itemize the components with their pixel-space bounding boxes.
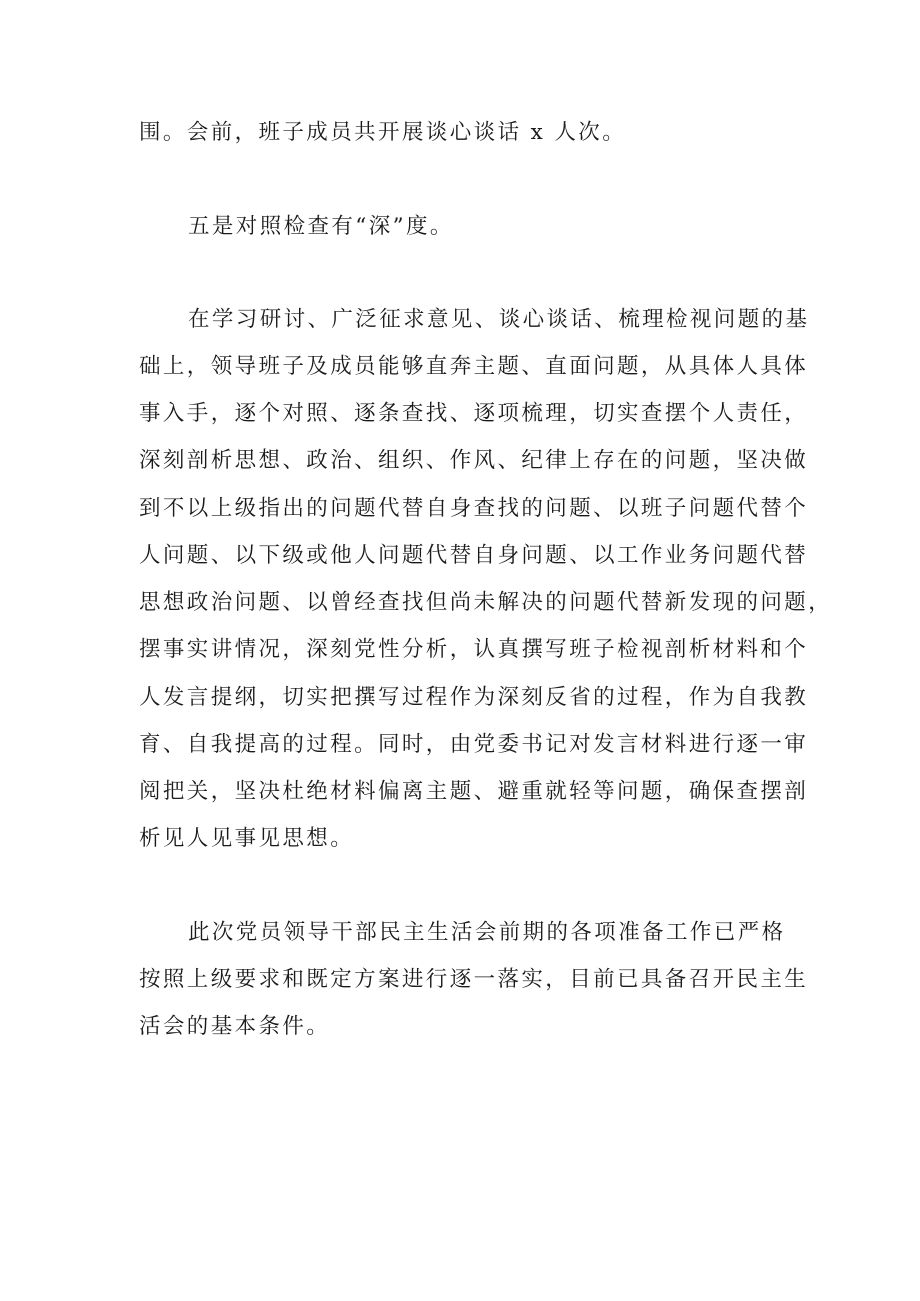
paragraph-line: 到不以上级指出的问题代替自身查找的问题、以班子问题代替个 — [139, 496, 809, 521]
paragraph-line: 围。会前，班子成员共开展谈心谈话 x 人次。 — [139, 120, 627, 145]
paragraph-line: 思想政治问题、以曾经查找但尚未解决的问题代替新发现的问题， — [139, 590, 833, 615]
paragraph-line: 按照上级要求和既定方案进行逐一落实，目前已具备召开民主生 — [139, 967, 809, 992]
paragraph-line: 在学习研讨、广泛征求意见、谈心谈话、梳理检视问题的基 — [188, 307, 810, 332]
section-heading: 五是对照检查有“深”度。 — [188, 214, 454, 239]
paragraph-line: 事入手，逐个对照、逐条查找、逐项梳理，切实查摆个人责任， — [139, 401, 809, 426]
paragraph-line: 活会的基本条件。 — [139, 1014, 331, 1039]
paragraph-line: 摆事实讲情况，深刻党性分析，认真撰写班子检视剖析材料和个 — [139, 637, 809, 662]
paragraph-line: 深刻剖析思想、政治、组织、作风、纪律上存在的问题，坚决做 — [139, 448, 809, 473]
paragraph-line: 析见人见事见思想。 — [139, 826, 355, 851]
paragraph-line: 阅把关，坚决杜绝材料偏离主题、避重就轻等问题，确保查摆剖 — [139, 779, 809, 804]
paragraph-line: 育、自我提高的过程。同时，由党委书记对发言材料进行逐一审 — [139, 732, 809, 757]
paragraph-line: 人发言提纲，切实把撰写过程作为深刻反省的过程，作为自我教 — [139, 685, 809, 710]
paragraph-line: 此次党员领导干部民主生活会前期的各项准备工作已严格 — [188, 920, 786, 945]
paragraph-line: 人问题、以下级或他人问题代替自身问题、以工作业务问题代替 — [139, 543, 809, 568]
paragraph-line: 础上，领导班子及成员能够直奔主题、直面问题，从具体人具体 — [139, 354, 809, 379]
